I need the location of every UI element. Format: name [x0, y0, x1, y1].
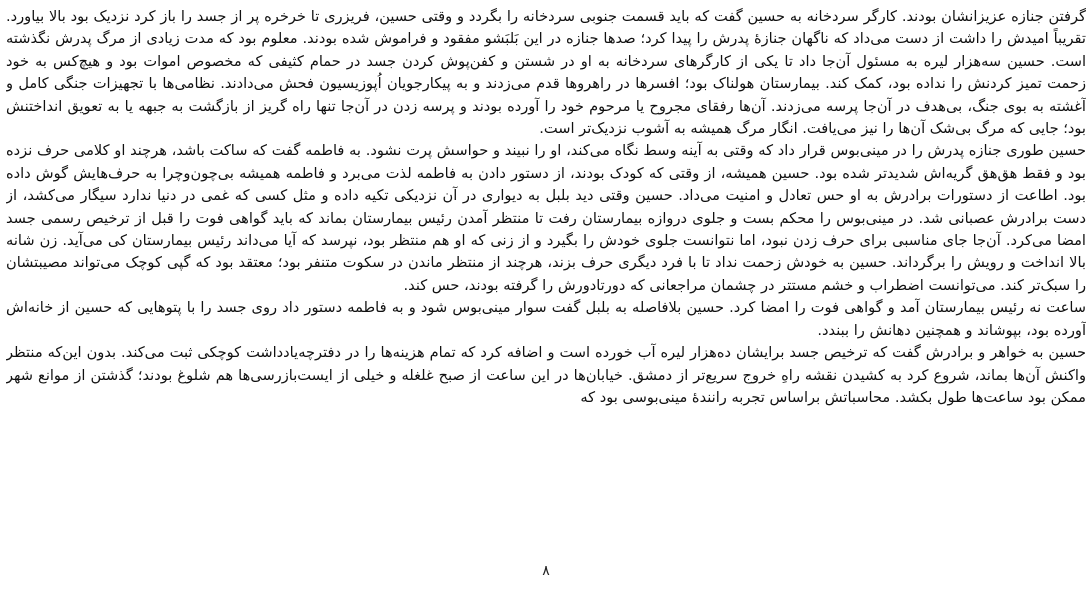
document-page	[6, 6, 1086, 546]
paragraph: ساعت نه رئیس بیمارستان آمد و گواهی فوت را امضا کرد. حسین بلافاصله به بلبل گفت سوار مینی‌بوس شود و به فاطمه دستور داد روی جسد را با پتوهایی که حسین از خانه‌اش آورده بود، بپوشاند و همچنین دهانش را ببندد.	[6, 299, 1086, 339]
page-number: ۸	[542, 563, 550, 579]
paragraph: گرفتن جنازه عزیزانشان بودند. کارگر سردخانه به حسین گفت که باید قسمت جنوبی سردخانه را بگردد و وقتی حسین، فریزری تا خرخره پر از جسد را باز کرد نزدیک بود بالا بیاورد. تقریباً امیدش را داشت از دست می‌داد که ناگهان جنازهٔ پدرش را پیدا کرد؛ صدها جنازه در این بَلبَشو مفقود و فراموش شده بودند. معلوم بود که مدت زیادی از مرگ پدرش نگذشته است. حسین سه‌هزار لیره به مسئول آن‌جا داد تا یکی از کارگرهای سردخانه به او در شستن و کفن‌پوش کردن جسد در حمام کثیفی که مخصوص اموات بود و هیچ‌کس به خود زحمت تمیز کردنش را نداده بود، کمک کند. بیمارستان هولناک بود؛ افسرها در راهروها قدم می‌زدند و به پیکارجویان اُپوزیسیون فحش می‌دادند. نظامی‌ها با تجهیزات جنگی کامل و آغشته به بوی جنگ، بی‌هدف در آن‌جا پرسه می‌زدند. آن‌ها رفقای مجروح یا مرحوم خود را آورده بودند و پرسه زدن در آن‌جا تنها راه گریز از بازگشت به جبهه یا به تعویق انداختنش بود؛ جایی که مرگ بی‌شک آن‌ها را نیز می‌یافت. انگار مرگ همیشه به آشوب نزدیک‌تر است.	[6, 8, 1086, 138]
paragraph: حسین به خواهر و برادرش گفت که ترخیص جسد برایشان ده‌هزار لیره آب خورده است و اضافه کرد که تمام هزینه‌ها را در دفترچه‌یادداشت کوچکی ثبت می‌کند. بدون این‌که منتظر واکنش آن‌ها بماند، شروع کرد به کشیدن نقشه راهِ خروج سریع‌تر از دمشق. خیابان‌ها در این ساعت از صبح غلغله و خیلی از ایست‌بازرسی‌ها هم شلوغ بودند؛ گذشتن از موانع شهر ممکن بود ساعت‌ها طول بکشد. محاسباتش براساس تجربه رانندهٔ مینی‌بوسی بود که	[6, 344, 1086, 406]
paragraph: حسین طوری جنازه پدرش را در مینی‌بوس قرار داد که وقتی به آینه وسط نگاه می‌کند، او را نبیند و حواسش پرت نشود. به فاطمه گفت که ساکت باشد، هرچند او کلامی حرف نزده بود و فقط هق‌هق گریه‌اش شدیدتر شده بود. حسین همیشه، از وقتی که کودک بودند، از دستور دادن به فاطمه لذت می‌برد و فاطمه همیشه بی‌چون‌وچرا به حرف‌هایش گوش داده بود. اطاعت از دستورات برادرش به او حس تعادل و امنیت می‌داد. حسین وقتی دید بلبل به دیواری در آن نزدیکی تکیه داده و مثل کسی که غمی در دنیا ندارد سیگار می‌کشد، از دست برادرش عصبانی شد. در مینی‌بوس را محکم بست و جلوی دروازه بیمارستان رفت تا منتظر آمدن رئیس بیمارستان بماند که باید گواهی فوت را قبل از ترخیص رسمی جسد امضا می‌کرد. آن‌جا جای مناسبی برای حرف زدن نبود، اما نتوانست جلوی خودش را بگیرد و از زنی که او هم منتظر بود، نپرسد که آیا می‌داند رئیس بیمارستان کی می‌آید. زن شانه بالا انداخت و رویش را برگرداند. حسین به خودش زحمت نداد تا با فرد دیگری حرف بزند، هرچند از منتظر ماندن در سکوت متنفر بود؛ معتقد بود که گپی کوچک می‌تواند مصیبتشان را سبک‌تر کند. می‌توانست اضطراب و خشم مستتر در چشمان مراجعانی که دورتادورش را گرفته بودند، حس کند.	[6, 142, 1086, 294]
